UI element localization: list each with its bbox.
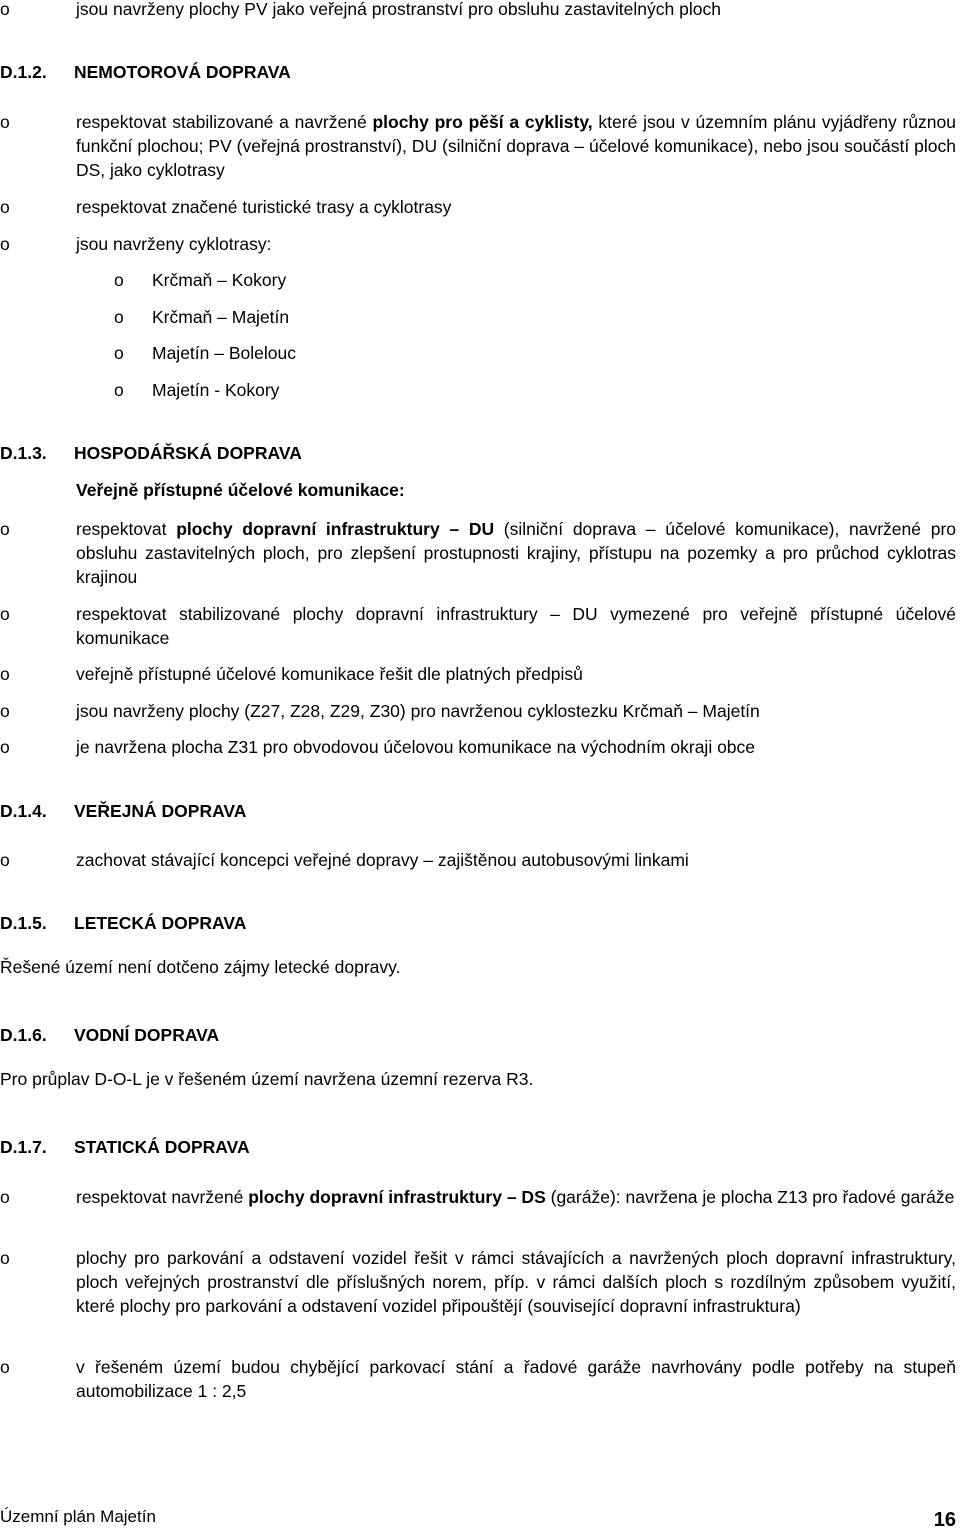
- text-run: respektovat stabilizované a navržené: [76, 112, 373, 132]
- route-text: Krčmaň – Majetín: [152, 307, 290, 327]
- list-bullet: o: [114, 307, 124, 327]
- list-bullet: o: [0, 197, 10, 217]
- list-item-text: [76, 110, 956, 182]
- route-text: Majetín - Kokory: [152, 380, 280, 400]
- section-number: D.1.7.: [0, 1137, 47, 1157]
- list-bullet: o: [0, 1357, 10, 1377]
- list-item: [0, 195, 956, 219]
- list-item-text: jsou navrženy plochy (Z27, Z28, Z29, Z30) pro navrženou cyklostezku Krčmaň – Majetín: [76, 701, 760, 721]
- list-item-text: [76, 1185, 956, 1209]
- section-title: LETECKÁ DOPRAVA: [74, 913, 247, 933]
- text-run: respektovat: [76, 519, 177, 539]
- section-heading-d16: [0, 1023, 219, 1047]
- section-title: VEŘEJNÁ DOPRAVA: [74, 801, 247, 821]
- section-number: D.1.6.: [0, 1025, 47, 1045]
- list-bullet: o: [0, 664, 10, 684]
- sub-list-item: [0, 305, 900, 329]
- section-number: D.1.4.: [0, 801, 47, 821]
- list-bullet: o: [0, 112, 10, 132]
- list-item: [0, 0, 956, 21]
- sub-list-item: [0, 378, 900, 402]
- section-number: D.1.5.: [0, 913, 47, 933]
- section-subtitle: Veřejně přístupné účelové komunikace:: [76, 480, 405, 500]
- section-title: NEMOTOROVÁ DOPRAVA: [74, 62, 291, 82]
- list-item-text: jsou navrženy plochy PV jako veřejná prostranství pro obsluhu zastavitelných ploch: [76, 0, 721, 19]
- paragraph: Pro průplav D-O-L je v řešeném území navržena územní rezerva R3.: [0, 1069, 534, 1089]
- list-item: [0, 848, 956, 872]
- list-item: [0, 699, 956, 723]
- list-item-text: plochy pro parkování a odstavení vozidel řešit v rámci stávajících a navržených ploch dopravní infrastruktury, ploch veřejných prostranství dle příslušných norem, příp. v rámci dalších ploch s rozdílným způsobem využití, které plochy pro parkování a odstavení vozidel připouštějí (související dopravní infrastruktura): [76, 1248, 956, 1316]
- list-bullet: o: [114, 343, 124, 363]
- list-bullet: o: [0, 0, 10, 19]
- list-item: [0, 602, 956, 650]
- paragraph: Řešené území není dotčeno zájmy letecké dopravy.: [0, 957, 401, 977]
- route-text: Krčmaň – Kokory: [152, 270, 287, 290]
- section-number: D.1.3.: [0, 443, 47, 463]
- list-bullet: o: [0, 1187, 10, 1207]
- list-bullet: o: [0, 604, 10, 624]
- list-item-text: zachovat stávající koncepci veřejné dopravy – zajištěnou autobusovými linkami: [76, 850, 689, 870]
- list-item: [0, 1246, 956, 1318]
- list-item-text: veřejně přístupné účelové komunikace řešit dle platných předpisů: [76, 664, 583, 684]
- text-run: (garáže): navržena je plocha Z13 pro řadové garáže: [545, 1187, 955, 1207]
- list-item-text: jsou navrženy cyklotrasy:: [76, 234, 272, 254]
- section-heading-d14: [0, 799, 246, 823]
- list-item: [0, 735, 956, 759]
- text-run-bold: plochy dopravní infrastruktury – DU: [176, 519, 495, 539]
- section-heading-d17: [0, 1135, 250, 1159]
- list-item-text: je navržena plocha Z31 pro obvodovou účelovou komunikace na východním okraji obce: [76, 737, 756, 757]
- section-title: STATICKÁ DOPRAVA: [74, 1137, 250, 1157]
- list-item: [0, 662, 956, 686]
- list-item: [0, 517, 956, 589]
- list-bullet: o: [0, 701, 10, 721]
- list-bullet: o: [0, 1248, 10, 1268]
- sub-list-item: [0, 268, 900, 292]
- list-bullet: o: [0, 519, 10, 539]
- route-text: Majetín – Bolelouc: [152, 343, 296, 363]
- text-run-bold: plochy dopravní infrastruktury – DS: [248, 1187, 546, 1207]
- sub-list-item: [0, 341, 900, 365]
- list-item-text: respektovat značené turistické trasy a cyklotrasy: [76, 197, 452, 217]
- section-number: D.1.2.: [0, 62, 47, 82]
- list-item-text: v řešeném území budou chybějící parkovací stání a řadové garáže navrhovány podle potřeby na stupeň automobilizace 1 : 2,5: [76, 1357, 956, 1401]
- text-run: respektovat navržené: [76, 1187, 249, 1207]
- list-item: [0, 232, 956, 256]
- section-heading-d13: [0, 441, 302, 465]
- list-bullet: o: [0, 850, 10, 870]
- list-bullet: o: [114, 270, 124, 290]
- text-run-bold: plochy pro pěší a cyklisty,: [372, 112, 593, 132]
- section-heading-d12: [0, 60, 291, 84]
- list-bullet: o: [0, 234, 10, 254]
- footer-title: Územní plán Majetín: [0, 1507, 156, 1526]
- section-title: HOSPODÁŘSKÁ DOPRAVA: [74, 443, 302, 463]
- list-bullet: o: [0, 737, 10, 757]
- list-item: [0, 1185, 956, 1209]
- list-item: [0, 110, 956, 182]
- list-item: [0, 1355, 956, 1403]
- list-item-text: [76, 517, 956, 589]
- list-bullet: o: [114, 380, 124, 400]
- section-heading-d15: [0, 911, 246, 935]
- list-item-text: respektovat stabilizované plochy dopravní infrastruktury – DU vymezené pro veřejně přístupné účelové komunikace: [76, 604, 956, 648]
- text-run: které jsou v územním plánu vyjádřeny různou funkční plochou; PV (veřejná prostranství), DU (silniční doprava – účelové komunikace), nebo jsou součástí ploch DS, jako cyklotrasy: [76, 112, 957, 180]
- page-number: 16: [933, 1509, 956, 1531]
- text-run: (silniční doprava – účelové komunikace), navržené pro obsluhu zastavitelných ploch, pro zlepšení prostupnosti krajiny, přístupu na pozemky a pro průchod cyklotras krajinou: [76, 519, 957, 587]
- section-title: VODNÍ DOPRAVA: [74, 1025, 220, 1045]
